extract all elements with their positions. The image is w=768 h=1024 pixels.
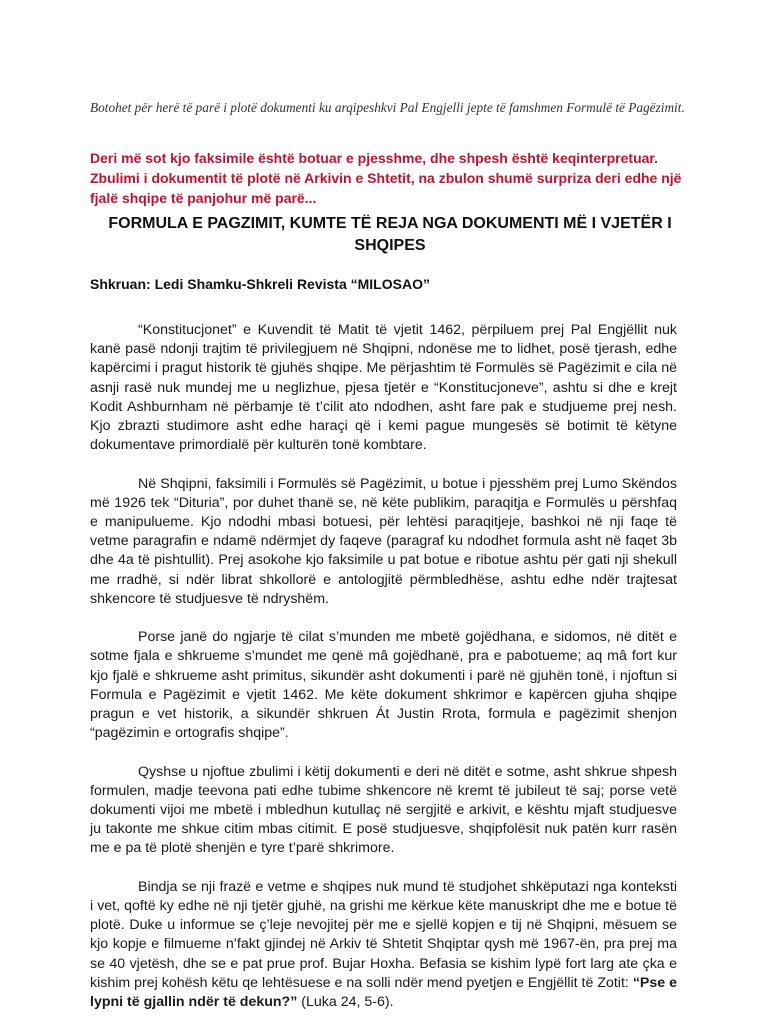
last-paragraph-text: Bindja se nji frazë e vetme e shqipes nuk mund të studjohet shkëputazi nga konteksti i vet, qoftë ky edhe në nji tjetër gjuhë, na grishi me kërkue këte manuskript dhe me e botue të plotë. Duke u informue se ç’leje nevojitej për me e sjellë kopjen e tij në Shqipni, mësuem se kjo kopje e filmueme n’fakt gjindej në Arkiv të Shtetit Shqiptar qysh më 1967-ën, pra prej ma se 40 vjetësh, dhe se e pat prue prof. Bujar Hoxha. Befasia se kishim lypë fort larg ate çka e kishim prej kohësh këtu qe lehtësuese e na solli ndër mend pyetjen e Engjëllit të Zotit: xyxy=(90,878,677,991)
body-paragraph: Qyshse u njoftue zbulimi i këtij dokumenti e deri në ditët e sotme, asht shkrue shpesh formulen, madje teevona pati edhe tubime shkencore në kremt të jubileut të saj; porse vetë dokumenti vijoi me mbetë i mbledhun kutullaç në sergjitë e arkivit, e kështu mjaft studjuesve ju takonte me shkue citim mbas citimit. E posë studjuesve, shqipfolësit nuk patën kurr rasën me e pa të plotë shenjën e tyre t’parë shkrimore. xyxy=(90,763,677,857)
body-paragraph: Porse janë do ngjarje të cilat s’munden me mbetë gojëdhana, e sidomos, në ditët e sotme fjala e shkrueme s’mundet me qenë mâ gojëdhanë, pra e pabotueme; aq mâ fort kur kjo fjalë e shkrueme asht primitus, sikundër asht dokumenti i parë në gjuhën tonë, i njoftun si Formula e Pagëzimit e vjetit 1462. Me këte dokument shkrimor e kapërcen gjuha shqipe pragun e vet historik, a sikundër shkruen Át Justin Rrota, formula e pagëzimit shenjon “pagëzimin e ortografis shqipe”. xyxy=(90,629,677,742)
article-headline: FORMULA E PAGZIMIT, KUMTE TË REJA NGA DOKUMENTI MË I VJETËR I SHQIPES xyxy=(108,215,672,254)
body-paragraph-last xyxy=(90,878,677,1012)
intro-note: Botohet për herë të parë i plotë dokumenti ku arqipeshkvi Pal Engjelli jepte të famshmen Formulë të Pagëzimit. xyxy=(90,100,685,115)
article-body xyxy=(90,321,677,1012)
byline: Shkruan: Ledi Shamku-Shkreli Revista “MILOSAO” xyxy=(90,276,430,292)
citation: (Luka 24, 5-6). xyxy=(297,994,394,1011)
bold-quote: “Pse e lypni të gjallin ndër të dekun?” xyxy=(90,974,677,1011)
lead-paragraph: Deri më sot kjo faksimile është botuar e pjesshme, dhe shpesh është keqinterpretuar. Zbulimi i dokumentit të plotë në Arkivin e Shtetit, na zbulon shumë surpriza deri edhe një fjalë shqipe të panjohur më parë... xyxy=(90,150,682,206)
body-paragraph: Në Shqipni, faksimili i Formulës së Pagëzimit, u botue i pjesshëm prej Lumo Skëndos më 1926 tek “Dituria”, por duhet thanë se, në këte publikim, paraqitja e Formulës u përshfaq e manipulueme. Kjo ndodhi mbasi botuesi, për lehtësi paraqitjeje, bashkoi në nji faqe të vetme paragrafin e ndamë ndërmjet dy faqeve (paragraf ku ndodhet formula asht në faqet 3b dhe 4a të pishtullit). Prej asokohe kjo faksimile u pat botue e ribotue ashtu për gati nji shekull me rradhë, si ndër librat shkollorë e antologjitë përmbledhëse, ashtu edhe ndër trajtesat shkencore të studjuesve të ndryshëm. xyxy=(90,475,677,607)
body-paragraph: “Konstitucjonet” e Kuvendit të Matit të vjetit 1462, përpiluem prej Pal Engjëllit nuk kanë pasë ndonji trajtim të privilegjuem në Shqipni, ndonëse me to lidhet, posë tjerash, edhe kapërcimi i pragut historik të gjuhës shqipe. Me përjashtim të Formulës së Pagëzimit e cila në asnji rasë nuk mundej me u neglizhue, pjesa tjetër e “Konstitucjoneve”, ashtu si dhe e krejt Kodit Ashburnham në përbamje të t’cilit ato ndodhen, asht fare pak e studjueme prej nesh. Kjo zbrazti studimore asht edhe haraçi që i kemi pague mungesës së botimit të këtyne dokumentave primordialë për kulturën tonë kombtare. xyxy=(90,322,677,454)
